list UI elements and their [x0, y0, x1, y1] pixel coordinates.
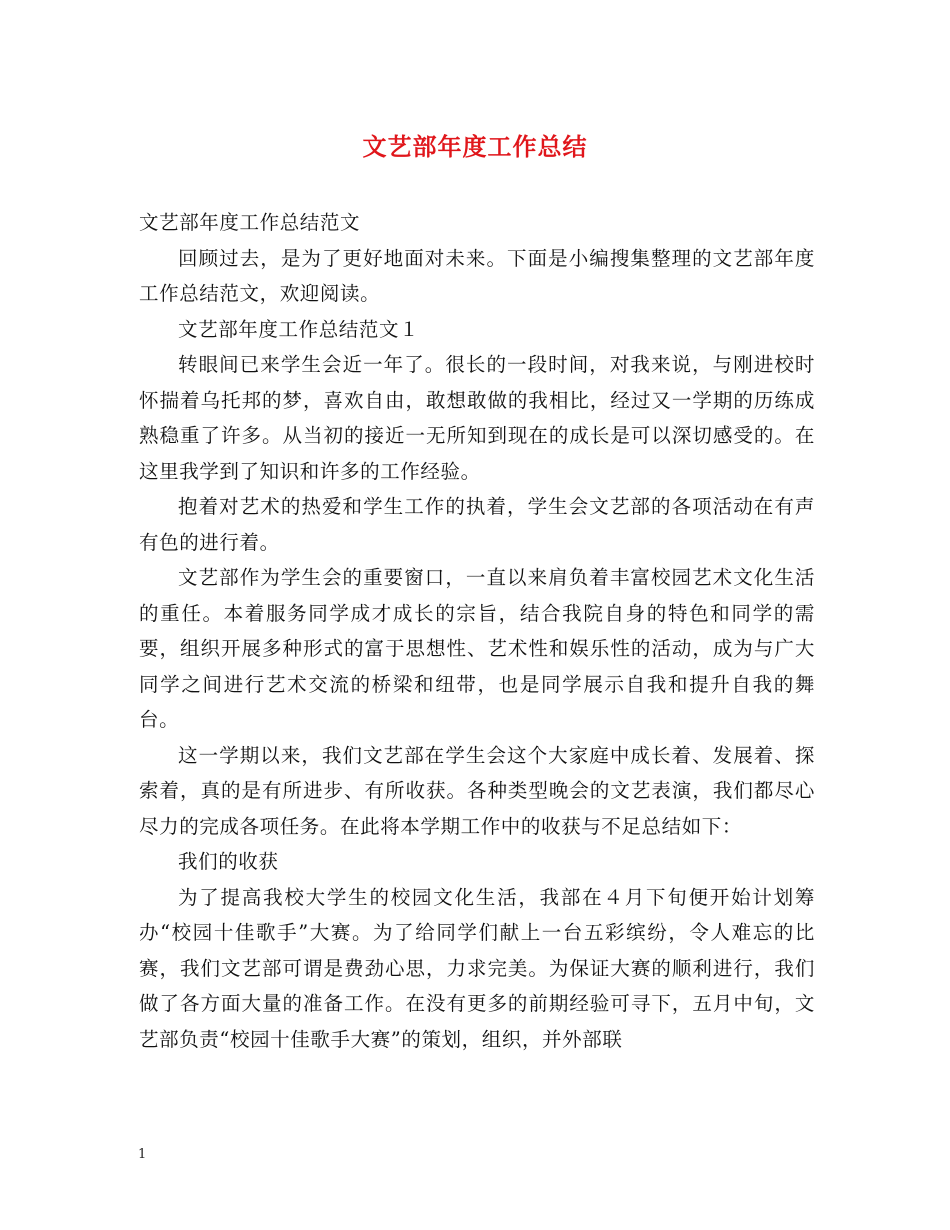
section-heading: 文艺部年度工作总结范文１: [178, 317, 420, 341]
body-paragraph: 转眼间已来学生会近一年了。很长的一段时间，对我来说，与刚进校时怀揣着乌托邦的梦，喜欢自由，敢想敢做的我相比，经过又一学期的历练成熟稳重了许多。从当初的接近一无所知到现在的成长是可以深切感受的。在这里我学到了知识和许多的工作经验。: [139, 353, 815, 483]
intro-paragraph: 回顾过去，是为了更好地面对未来。下面是小编搜集整理的文艺部年度工作总结范文，欢迎阅读。: [139, 246, 815, 305]
document-title: 文艺部年度工作总结: [362, 132, 588, 161]
body-paragraph: 抱着对艺术的热爱和学生工作的执着，学生会文艺部的各项活动在有声有色的进行着。: [139, 495, 815, 554]
subsection-heading: 我们的收获: [178, 850, 279, 873]
article-heading: 文艺部年度工作总结范文: [139, 211, 361, 234]
body-paragraph: 文艺部作为学生会的重要窗口，一直以来肩负着丰富校园艺术文化生活的重任。本着服务同学成才成长的宗旨，结合我院自身的特色和同学的需要，组织开展多种形式的富于思想性、艺术性和娱乐性的活动，成为与广大同学之间进行艺术交流的桥梁和纽带，也是同学展示自我和提升自我的舞台。: [139, 566, 815, 731]
body-paragraph: 为了提高我校大学生的校园文化生活，我部在４月下旬便开始计划筹办“校园十佳歌手”大赛。为了给同学们献上一台五彩缤纷，令人难忘的比赛，我们文艺部可谓是费劲心思，力求完美。为保证大赛的顺利进行，我们做了各方面大量的准备工作。在没有更多的前期经验可寻下，五月中旬，文艺部负责“校园十佳歌手大赛”的策划，组织，并外部联: [139, 885, 815, 1051]
page-number: 1: [138, 1147, 147, 1162]
body-paragraph: 这一学期以来，我们文艺部在学生会这个大家庭中成长着、发展着、探索着，真的是有所进步、有所收获。各种类型晚会的文艺表演，我们都尽心尽力的完成各项任务。在此将本学期工作中的收获与不足总结如下：: [139, 743, 815, 838]
document-body: [139, 205, 815, 1057]
